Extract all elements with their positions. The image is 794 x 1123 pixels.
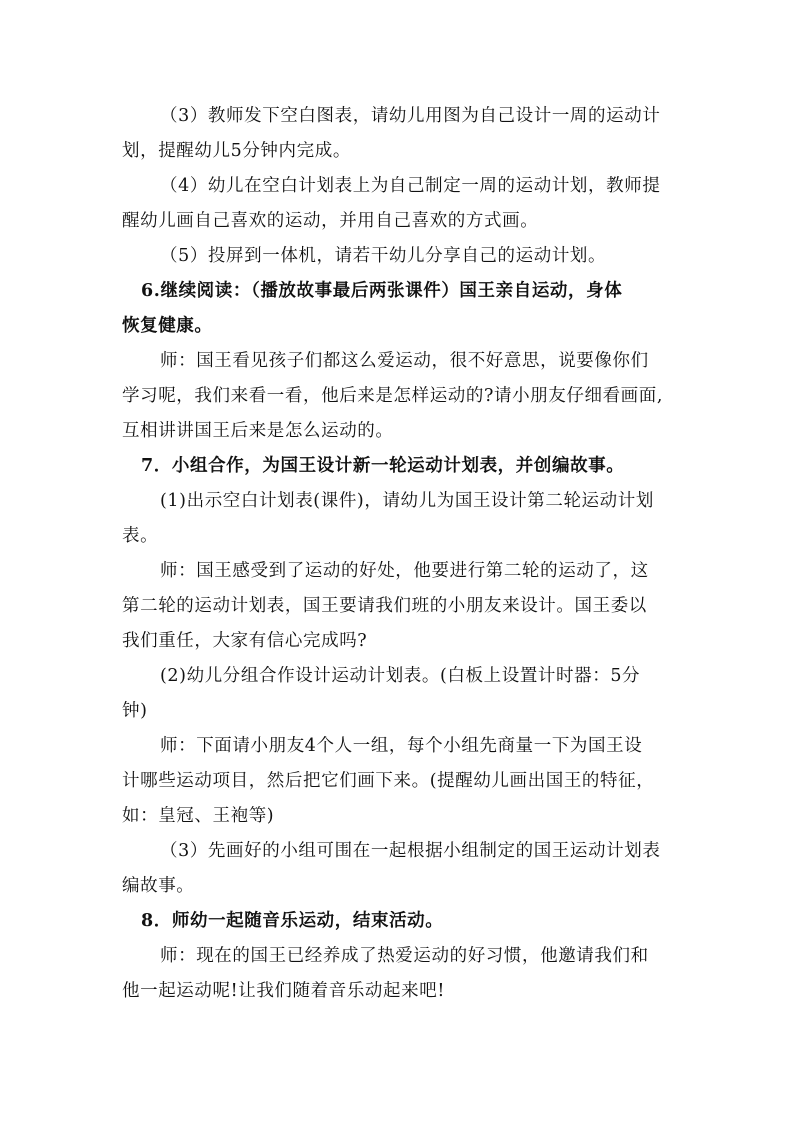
paragraph-step-4-line-2: 醒幼儿画自己喜欢的运动，并用自己喜欢的方式画。 — [122, 211, 539, 231]
paragraph-step-3-line-1: （3）教师发下空白图表，请幼儿用图为自己设计一周的运动计 — [160, 106, 661, 126]
teacher-dialogue-3-line-2: 计哪些运动项目，然后把它们画下来。(提醒幼儿画出国王的特征， — [122, 771, 655, 791]
teacher-dialogue-2-line-3: 我们重任，大家有信心完成吗? — [122, 631, 368, 651]
teacher-dialogue-1-line-3: 互相讲讲国王后来是怎么运动的。 — [122, 421, 394, 441]
paragraph-step-7-3-line-2: 编故事。 — [122, 876, 195, 896]
teacher-dialogue-1-line-2: 学习呢，我们来看一看，他后来是怎样运动的?请小朋友仔细看画面, — [122, 386, 664, 406]
teacher-dialogue-2-line-2: 第二轮的运动计划表，国王要请我们班的小朋友来设计。国王委以 — [122, 596, 647, 616]
paragraph-step-7-1-line-1: (1)出示空白计划表(课件)，请幼儿为国王设计第二轮运动计划 — [160, 491, 654, 511]
paragraph-step-7-2-line-1: (2)幼儿分组合作设计运动计划表。(白板上设置计时器：5分 — [160, 666, 641, 686]
teacher-dialogue-1-line-1: 师：国王看见孩子们都这么爱运动，很不好意思，说要像你们 — [160, 351, 649, 371]
teacher-dialogue-2-line-1: 师：国王感受到了运动的好处，他要进行第二轮的运动了，这 — [160, 561, 649, 581]
section-heading-6-line-2: 恢复健康。 — [122, 316, 213, 336]
paragraph-step-4-line-1: （4）幼儿在空白计划表上为自己制定一周的运动计划，教师提 — [160, 176, 661, 196]
paragraph-step-5: （5）投屏到一体机，请若干幼儿分享自己的运动计划。 — [160, 246, 607, 266]
paragraph-step-7-1-line-2: 表。 — [122, 526, 159, 546]
teacher-dialogue-4-line-1: 师：现在的国王已经养成了热爱运动的好习惯，他邀请我们和 — [160, 946, 649, 966]
paragraph-step-7-2-line-2: 钟) — [122, 701, 148, 721]
teacher-dialogue-3-line-3: 如：皇冠、王袍等) — [122, 806, 275, 826]
paragraph-step-3-line-2: 划，提醒幼儿5分钟内完成。 — [122, 141, 351, 161]
section-heading-6-line-1: 6.继续阅读：（播放故事最后两张课件）国王亲自运动，身体 — [141, 281, 623, 301]
teacher-dialogue-3-line-1: 师：下面请小朋友4个人一组，每个小组先商量一下为国王设 — [160, 736, 643, 756]
paragraph-step-7-3-line-1: （3）先画好的小组可围在一起根据小组制定的国王运动计划表 — [160, 841, 661, 861]
section-heading-8: 8．师幼一起随音乐运动，结束活动。 — [141, 911, 444, 931]
teacher-dialogue-4-line-2: 他一起运动呢!让我们随着音乐动起来吧! — [122, 981, 445, 1001]
section-heading-7: 7．小组合作，为国王设计新一轮运动计划表，并创编故事。 — [141, 456, 625, 476]
